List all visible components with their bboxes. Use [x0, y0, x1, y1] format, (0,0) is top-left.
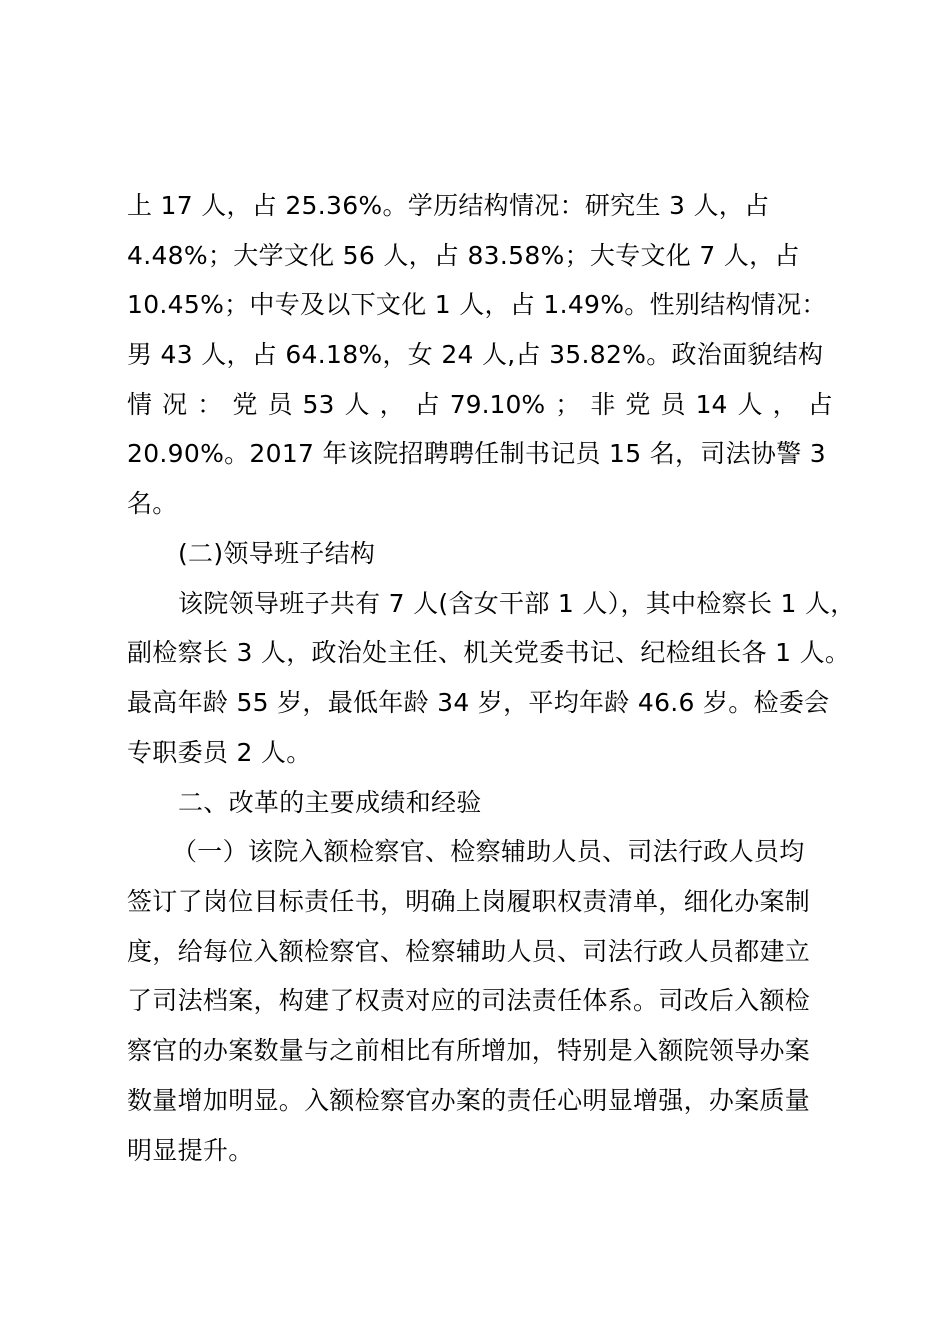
word: 况 — [162, 390, 188, 419]
text-line: 10.45%；中专及以下文化 1 人，占 1.49%。性别结构情况： — [127, 290, 827, 319]
text-line: 度，给每位入额检察官、检察辅助人员、司法行政人员都建立 — [127, 937, 811, 966]
word: 14 — [695, 390, 728, 419]
section-heading: (二)领导班子结构 — [178, 539, 376, 568]
word: ， — [379, 390, 405, 419]
word: 占 — [414, 390, 440, 419]
text-line: 上 17 人，占 25.36%。学历结构情况：研究生 3 人，占 — [127, 191, 770, 220]
word: 党 — [625, 390, 651, 419]
text-line: （一）该院入额检察官、检察辅助人员、司法行政人员均 — [172, 837, 805, 866]
word: ， — [772, 390, 798, 419]
word: ： — [197, 390, 223, 419]
word: 情 — [127, 390, 153, 419]
text-line: 最高年龄 55 岁，最低年龄 34 岁，平均年龄 46.6 岁。检委会 — [127, 688, 830, 717]
word: 79.10% — [449, 390, 546, 419]
word: 人 — [344, 390, 370, 419]
section-heading: 二、改革的主要成绩和经验 — [178, 788, 482, 817]
word: ； — [555, 390, 581, 419]
text-line: 察官的办案数量与之前相比有所增加，特别是入额院领导办案 — [127, 1036, 811, 1065]
text-line: 副检察长 3 人，政治处主任、机关党委书记、纪检组长各 1 人。 — [127, 638, 851, 667]
text-line: 了司法档案，构建了权责对应的司法责任体系。司改后入额检 — [127, 986, 811, 1015]
text-line: 男 43 人，占 64.18%，女 24 人,占 35.82%。政治面貌结构 — [127, 340, 824, 369]
text-line: 该院领导班子共有 7 人(含女干部 1 人），其中检察长 1 人， — [178, 589, 856, 618]
word: 非 — [590, 390, 616, 419]
text-line: 签订了岗位目标责任书，明确上岗履职权责清单，细化办案制 — [127, 887, 811, 916]
word: 人 — [737, 390, 763, 419]
word: 员 — [267, 390, 293, 419]
text-line: 4.48%；大学文化 56 人，占 83.58%；大专文化 7 人，占 — [127, 241, 800, 270]
word: 53 — [302, 390, 335, 419]
word: 员 — [660, 390, 686, 419]
word: 占 — [807, 390, 833, 419]
text-line: 明显提升。 — [127, 1136, 254, 1165]
word: 党 — [232, 390, 258, 419]
text-line: 20.90%。2017 年该院招聘聘任制书记员 15 名，司法协警 3 — [127, 439, 826, 468]
text-line: 名。 — [127, 489, 178, 518]
text-line-justified — [127, 390, 833, 420]
text-line: 数量增加明显。入额检察官办案的责任心明显增强，办案质量 — [127, 1086, 811, 1115]
text-line: 专职委员 2 人。 — [127, 738, 312, 767]
